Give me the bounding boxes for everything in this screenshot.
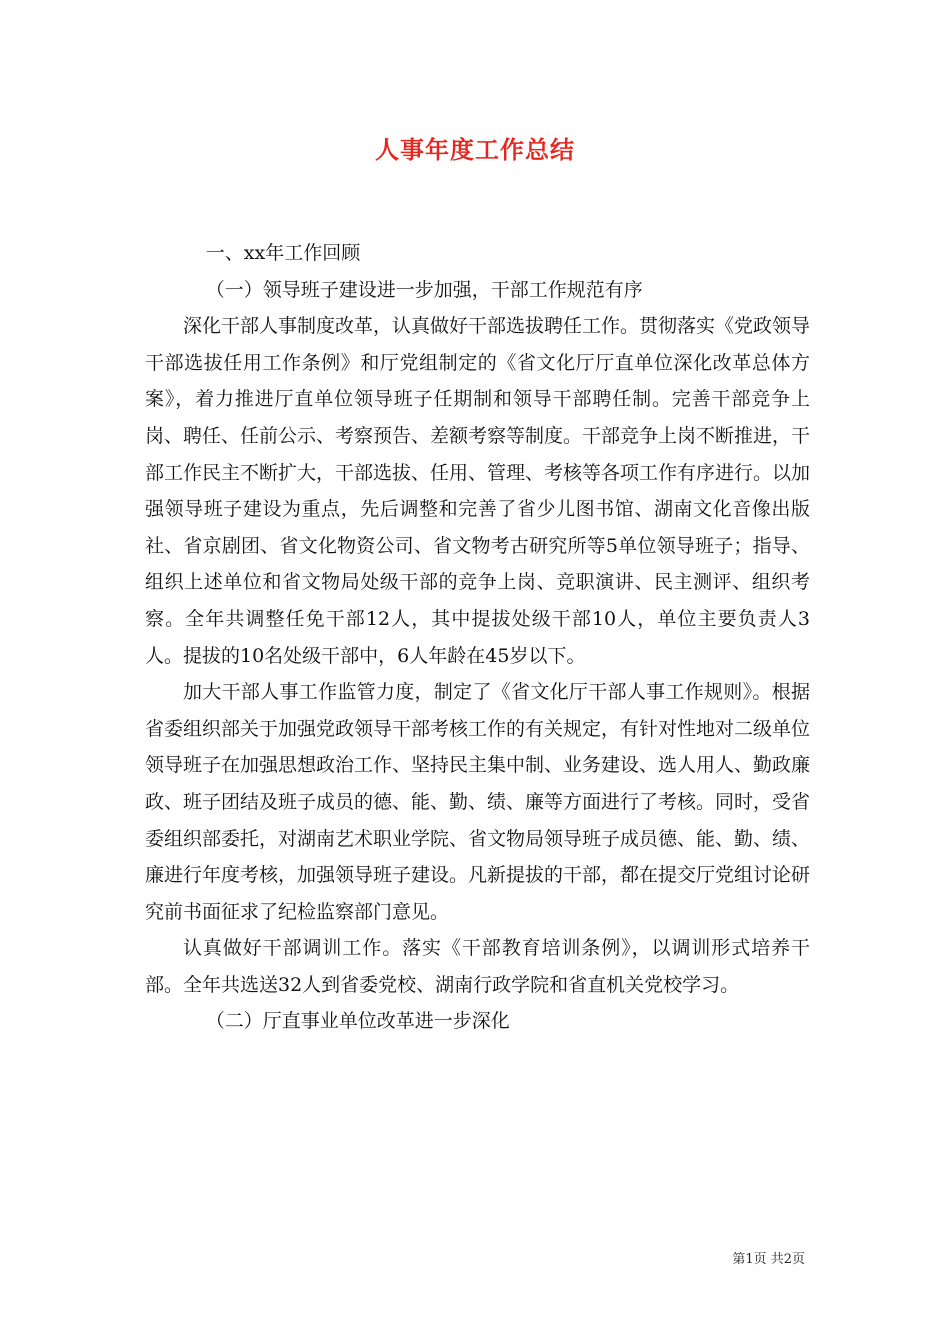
section-heading: 一、xx年工作回顾 <box>205 242 361 264</box>
subsection-heading: （一）领导班子建设进一步加强，干部工作规范有序 <box>205 278 643 301</box>
page-number: 第1页 共2页 <box>732 1252 805 1267</box>
document-body <box>145 235 810 1040</box>
body-paragraph: 加大干部人事工作监管力度，制定了《省文化厅干部人事工作规则》。根据省委组织部关于加强党政领导干部考核工作的有关规定，有针对性地对二级单位领导班子在加强思想政治工作、坚持民主集中制、业务建设、选人用人、勤政廉政、班子团结及班子成员的德、能、勤、绩、廉等方面进行了考核。同时，受省委组织部委托，对湖南艺术职业学院、省文物局领导班子成员德、能、勤、绩、廉进行年度考核，加强领导班子建设。凡新提拔的干部，都在提交厅党组讨论研究前书面征求了纪检监察部门意见。 <box>145 681 811 923</box>
body-paragraph: 认真做好干部调训工作。落实《干部教育培训条例》，以调训形式培养干部。全年共选送32人到省委党校、湖南行政学院和省直机关党校学习。 <box>145 937 810 996</box>
document-title: 人事年度工作总结 <box>375 135 575 164</box>
subsection-heading: （二）厅直事业单位改革进一步深化 <box>205 1010 510 1033</box>
body-paragraph: 深化干部人事制度改革，认真做好干部选拔聘任工作。贯彻落实《党政领导干部选拔任用工作条例》和厅党组制定的《省文化厅厅直单位深化改革总体方案》，着力推进厅直单位领导班子任期制和领导干部聘任制。完善干部竞争上岗、聘任、任前公示、考察预告、差额考察等制度。干部竞争上岗不断推进，干部工作民主不断扩大，干部选拔、任用、管理、考核等各项工作有序进行。以加强领导班子建设为重点，先后调整和完善了省少儿图书馆、湖南文化音像出版社、省京剧团、省文化物资公司、省文物考古研究所等5单位领导班子；指导、组织上述单位和省文物局处级干部的竞争上岗、竞职演讲、民主测评、组织考察。全年共调整任免干部12人，其中提拔处级干部10人，单位主要负责人3人。提拔的10名处级干部中，6人年龄在45岁以下。 <box>145 315 811 667</box>
